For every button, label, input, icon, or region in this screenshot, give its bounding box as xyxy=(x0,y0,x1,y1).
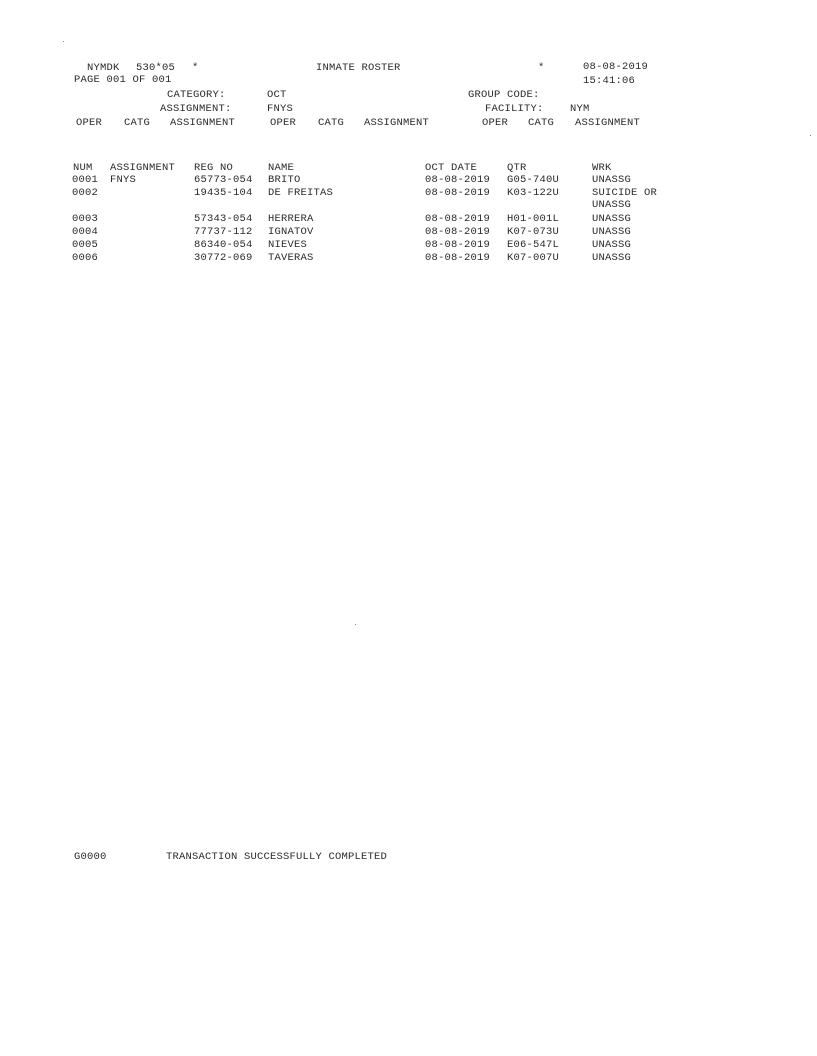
row-2-num: 0002 xyxy=(72,187,99,199)
col-qtr: QTR xyxy=(507,162,527,174)
row-4-name: IGNATOV xyxy=(268,226,314,238)
report-time: 15:41:06 xyxy=(583,75,636,87)
scan-speck xyxy=(355,624,356,625)
row-5-name: NIEVES xyxy=(268,239,308,251)
row-4-reg-no: 77737-112 xyxy=(194,226,253,238)
row-5-oct-date: 08-08-2019 xyxy=(425,239,491,251)
row-5-wrk: UNASSG xyxy=(592,239,632,251)
col-oct-date: OCT DATE xyxy=(425,162,478,174)
row-1-num: 0001 xyxy=(72,174,99,186)
scan-speck xyxy=(63,41,64,42)
assignment-header-1: ASSIGNMENT xyxy=(170,117,236,129)
row-1-oct-date: 08-08-2019 xyxy=(425,174,491,186)
catg-header-1: CATG xyxy=(124,117,151,129)
assignment-header-2: ASSIGNMENT xyxy=(364,117,430,129)
report-date: 08-08-2019 xyxy=(583,61,649,73)
category-label: CATEGORY: xyxy=(167,89,226,101)
category-value: OCT xyxy=(267,89,287,101)
row-2-name: DE FREITAS xyxy=(268,187,334,199)
oper-header-3: OPER xyxy=(482,117,509,129)
row-3-reg-no: 57343-054 xyxy=(194,213,253,225)
header-star-right: * xyxy=(538,62,545,74)
row-3-name: HERRERA xyxy=(268,213,314,225)
system-id: NYMDK xyxy=(87,62,120,74)
row-3-oct-date: 08-08-2019 xyxy=(425,213,491,225)
row-1-qtr: G05-740U xyxy=(507,174,560,186)
group-code-label: GROUP CODE: xyxy=(468,89,540,101)
oper-header-2: OPER xyxy=(270,117,297,129)
col-name: NAME xyxy=(268,162,295,174)
row-2-qtr: K03-122U xyxy=(507,187,560,199)
row-3-qtr: H01-001L xyxy=(507,213,560,225)
facility-label: FACILITY: xyxy=(485,103,544,115)
row-5-num: 0005 xyxy=(72,239,99,251)
row-2-wrk: SUICIDE OR xyxy=(592,187,658,199)
catg-header-2: CATG xyxy=(318,117,345,129)
row-2-wrk-cont: UNASSG xyxy=(592,199,632,211)
assignment-label: ASSIGNMENT: xyxy=(160,103,232,115)
col-reg-no: REG NO xyxy=(194,162,234,174)
row-1-assignment: FNYS xyxy=(110,174,137,186)
row-4-qtr: K07-073U xyxy=(507,226,560,238)
row-6-name: TAVERAS xyxy=(268,252,314,264)
scan-speck xyxy=(810,135,811,136)
assignment-value: FNYS xyxy=(267,103,294,115)
row-6-wrk: UNASSG xyxy=(592,252,632,264)
assignment-header-3: ASSIGNMENT xyxy=(575,117,641,129)
row-4-wrk: UNASSG xyxy=(592,226,632,238)
row-5-reg-no: 86340-054 xyxy=(194,239,253,251)
row-4-num: 0004 xyxy=(72,226,99,238)
col-assignment: ASSIGNMENT xyxy=(110,162,176,174)
row-5-qtr: E06-547L xyxy=(507,239,560,251)
col-num: NUM xyxy=(73,162,93,174)
status-message: TRANSACTION SUCCESSFULLY COMPLETED xyxy=(166,851,388,863)
report-code: 530*05 xyxy=(136,62,176,74)
row-3-wrk: UNASSG xyxy=(592,213,632,225)
row-2-oct-date: 08-08-2019 xyxy=(425,187,491,199)
row-2-reg-no: 19435-104 xyxy=(194,187,253,199)
report-title: INMATE ROSTER xyxy=(316,62,401,74)
page-indicator: PAGE 001 OF 001 xyxy=(74,74,172,86)
header-star-left: * xyxy=(192,62,199,74)
row-6-oct-date: 08-08-2019 xyxy=(425,252,491,264)
facility-value: NYM xyxy=(570,103,590,115)
row-1-name: BRITO xyxy=(268,174,301,186)
row-1-wrk: UNASSG xyxy=(592,174,632,186)
row-6-qtr: K07-007U xyxy=(507,252,560,264)
catg-header-3: CATG xyxy=(528,117,555,129)
row-1-reg-no: 65773-054 xyxy=(194,174,253,186)
row-6-reg-no: 30772-069 xyxy=(194,252,253,264)
status-code: G0000 xyxy=(74,851,107,863)
oper-header-1: OPER xyxy=(76,117,103,129)
row-3-num: 0003 xyxy=(72,213,99,225)
col-wrk: WRK xyxy=(592,162,612,174)
row-4-oct-date: 08-08-2019 xyxy=(425,226,491,238)
row-6-num: 0006 xyxy=(72,252,99,264)
